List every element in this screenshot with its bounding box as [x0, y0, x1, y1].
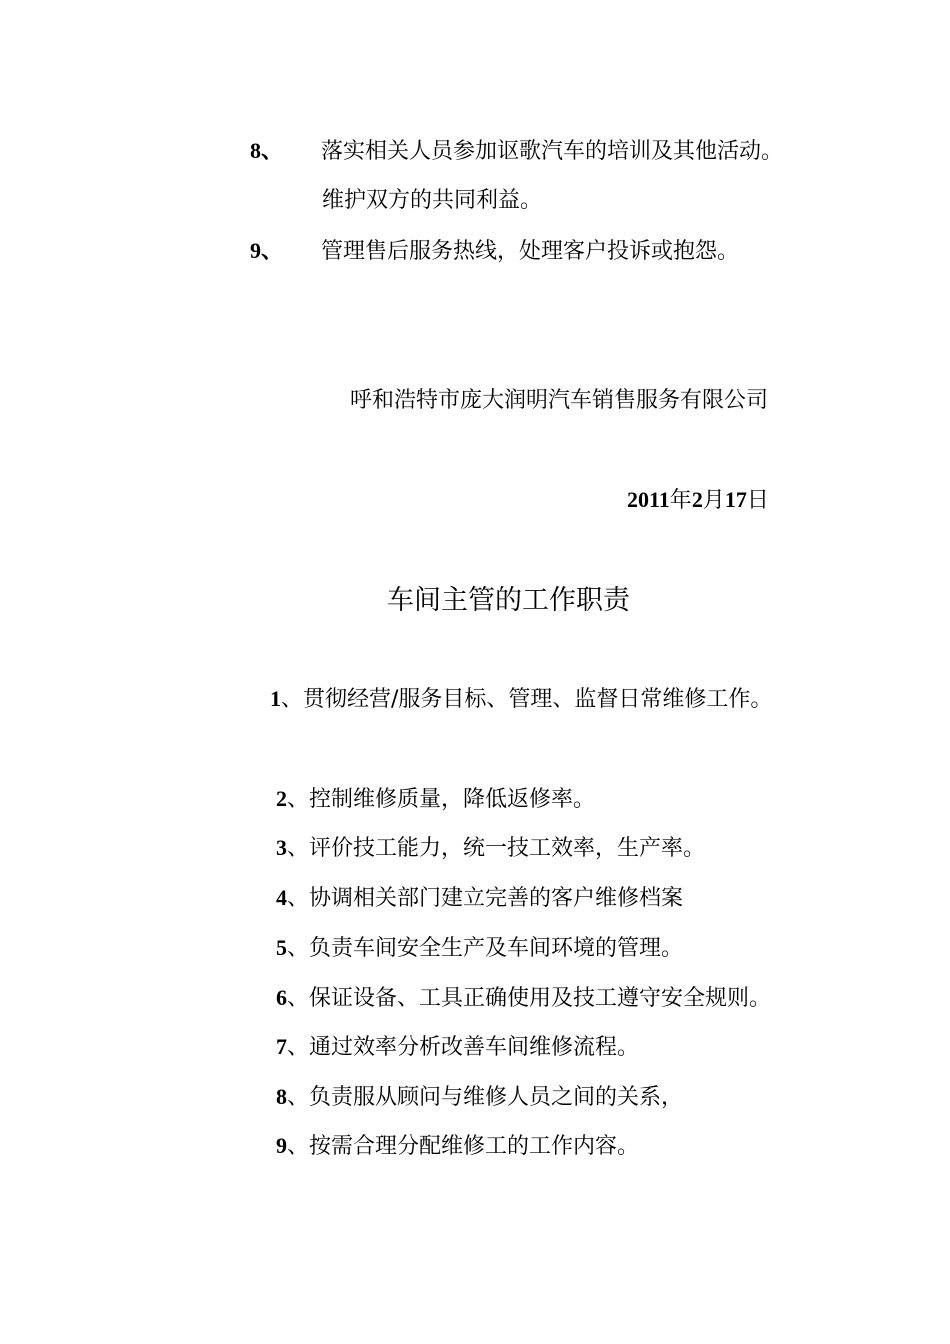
duty-number: 6 [276, 985, 287, 1010]
duty-number: 7 [276, 1034, 287, 1059]
duty-number: 8 [276, 1084, 287, 1109]
section-title: 车间主管的工作职责 [387, 585, 630, 616]
date-year: 2011 [627, 487, 670, 512]
duty-text: 、评价技工能力，统一技工效率，生产率。 [287, 836, 706, 861]
list-item-9 [250, 237, 739, 266]
list-item-8 [250, 137, 783, 166]
signature-date [627, 486, 769, 515]
duty-number: 3 [276, 835, 287, 860]
date-year-unit: 年 [669, 488, 692, 513]
date-month-unit: 月 [702, 488, 725, 513]
date-day-unit: 日 [746, 488, 769, 513]
duty-text: 、负责车间安全生产及车间环境的管理。 [287, 936, 684, 961]
list-number: 8、 [250, 138, 284, 163]
duty-text: 、控制维修质量，降低返修率。 [287, 787, 596, 812]
duty-text: 、按需合理分配维修工的工作内容。 [287, 1134, 640, 1159]
duty-number: 4 [276, 885, 287, 910]
date-month: 2 [691, 487, 703, 512]
date-day: 17 [724, 487, 747, 512]
duty-text: 、协调相关部门建立完善的客户维修档案 [287, 886, 684, 911]
duty-number: 1 [270, 686, 281, 711]
duty-item-8 [276, 1083, 683, 1112]
duty-number: 5 [276, 935, 287, 960]
list-text: 落实相关人员参加讴歌汽车的培训及其他活动。 [321, 139, 784, 164]
duty-item-5 [276, 934, 683, 963]
duty-text: 、负责服从顾问与维修人员之间的关系， [287, 1085, 684, 1110]
duty-item-3 [276, 834, 705, 863]
duty-item-6 [276, 984, 771, 1013]
duty-item-4 [276, 884, 683, 913]
duty-number: 2 [276, 786, 287, 811]
duty-text: 、贯彻经营/服务目标、管理、监督日常维修工作。 [281, 687, 773, 712]
list-text: 维护双方的共同利益。 [322, 188, 543, 213]
duty-item-7 [276, 1033, 639, 1062]
duty-item-2 [276, 785, 595, 814]
company-name: 呼和浩特市庞大润明汽车销售服务有限公司 [350, 388, 769, 413]
duty-text: 、通过效率分析改善车间维修流程。 [287, 1035, 640, 1060]
list-text: 管理售后服务热线，处理客户投诉或抱怨。 [321, 239, 740, 264]
duty-text: 、保证设备、工具正确使用及技工遵守安全规则。 [287, 986, 772, 1011]
duty-item-9 [276, 1132, 639, 1161]
duty-item-1 [270, 685, 772, 714]
list-number: 9、 [250, 238, 284, 263]
list-item-8-continuation [322, 187, 542, 215]
duty-number: 9 [276, 1133, 287, 1158]
